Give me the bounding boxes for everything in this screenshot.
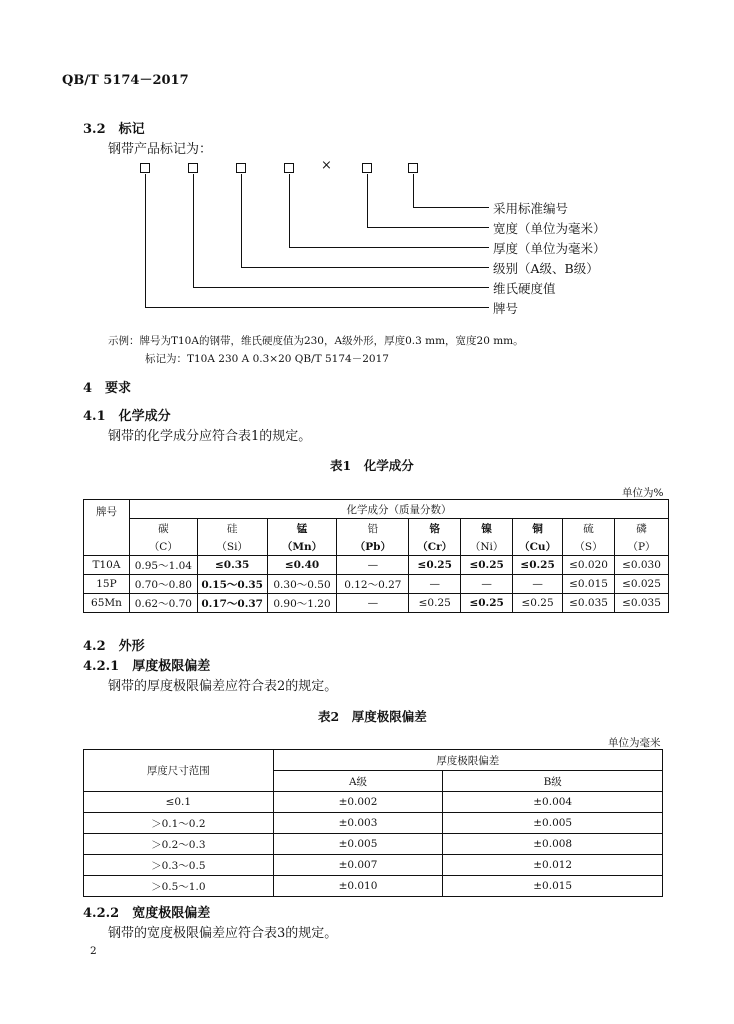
- col-symbol-ni: （Ni）: [461, 537, 513, 556]
- table-cell: ≤0.035: [614, 594, 668, 613]
- table-row: [84, 575, 669, 594]
- section-3-2-heading: 3.2 标记: [83, 122, 145, 137]
- col-b-header: B级: [443, 771, 663, 792]
- table1-unit: 单位为%: [622, 487, 664, 499]
- col-symbol-s: （S）: [563, 537, 615, 556]
- table-cell: ≤0.25: [461, 594, 513, 613]
- table-cell: ≤0.030: [614, 556, 668, 575]
- thickness-tolerance-table: [83, 749, 663, 897]
- col-symbol-cu: （Cu）: [513, 537, 563, 556]
- row-brand: 15P: [84, 575, 130, 594]
- col-symbol-mn: （Mn）: [267, 537, 337, 556]
- legend-thickness: 厚度（单位为毫米）: [493, 241, 606, 256]
- table-cell: 0.15～0.35: [197, 575, 267, 594]
- col-name-ni: 镍: [461, 519, 513, 538]
- table-cell: ≤0.25: [409, 556, 461, 575]
- range-cell: ＞0.2～0.3: [84, 834, 274, 855]
- placeholder-box-standard: [408, 163, 418, 173]
- legend-standard: 采用标准编号: [493, 201, 569, 216]
- table-cell: ≤0.25: [409, 594, 461, 613]
- table-cell: ≤0.35: [197, 556, 267, 575]
- col-name-s: 硫: [563, 519, 615, 538]
- table-cell: —: [337, 594, 409, 613]
- table-cell: 0.95～1.04: [129, 556, 197, 575]
- legend-width: 宽度（单位为毫米）: [493, 221, 606, 236]
- table-row: [84, 813, 663, 834]
- b-cell: ±0.015: [443, 876, 663, 897]
- b-cell: ±0.008: [443, 834, 663, 855]
- table-row: [84, 556, 669, 575]
- col-symbol-p: （P）: [614, 537, 668, 556]
- table-cell: ≤0.015: [563, 575, 615, 594]
- table2-unit: 单位为毫米: [608, 737, 661, 749]
- table-cell: ≤0.025: [614, 575, 668, 594]
- a-cell: ±0.010: [273, 876, 443, 897]
- marking-intro: 钢带产品标记为：: [108, 142, 213, 157]
- col-a-header: A级: [273, 771, 443, 792]
- section-4-1-text: 钢带的化学成分应符合表1的规定。: [108, 429, 312, 444]
- table-row: [84, 594, 669, 613]
- chemical-composition-table: [83, 499, 669, 613]
- col-name-cr: 铬: [409, 519, 461, 538]
- placeholder-box-brand: [140, 163, 150, 173]
- placeholder-box-width: [362, 163, 372, 173]
- table-cell: 0.62～0.70: [129, 594, 197, 613]
- legend-grade: 级别（A级、B级）: [493, 261, 599, 276]
- tolerance-group-header: 厚度极限偏差: [273, 750, 662, 771]
- table-cell: 0.30～0.50: [267, 575, 337, 594]
- table-cell: 0.90～1.20: [267, 594, 337, 613]
- example-line-2: 标记为：T10A 230 A 0.3×20 QB/T 5174－2017: [145, 353, 389, 365]
- legend-hardness: 维氏硬度值: [493, 281, 556, 296]
- table2-title: 表2 厚度极限偏差: [318, 709, 427, 724]
- a-cell: ±0.007: [273, 855, 443, 876]
- col-name-si: 硅: [197, 519, 267, 538]
- section-4-2-1-text: 钢带的厚度极限偏差应符合表2的规定。: [108, 679, 338, 694]
- brand-header: 牌号: [84, 500, 130, 556]
- col-symbol-si: （Si）: [197, 537, 267, 556]
- section-4-2-heading: 4.2 外形: [83, 639, 145, 654]
- placeholder-box-thickness: [284, 163, 294, 173]
- b-cell: ±0.004: [443, 792, 663, 813]
- col-name-pb: 铅: [337, 519, 409, 538]
- times-sign: ×: [321, 158, 332, 173]
- table-cell: ≤0.40: [267, 556, 337, 575]
- row-brand: 65Mn: [84, 594, 130, 613]
- table1-title: 表1 化学成分: [330, 458, 414, 473]
- a-cell: ±0.005: [273, 834, 443, 855]
- section-4-heading: 4 要求: [83, 381, 132, 396]
- legend-brand: 牌号: [493, 301, 519, 316]
- b-cell: ±0.005: [443, 813, 663, 834]
- table-row: [84, 876, 663, 897]
- composition-group-header: 化学成分（质量分数）: [129, 500, 668, 519]
- range-header: 厚度尺寸范围: [84, 750, 274, 792]
- table-row: [84, 834, 663, 855]
- col-name-mn: 锰: [267, 519, 337, 538]
- section-4-2-2-heading: 4.2.2 宽度极限偏差: [83, 906, 211, 921]
- table-cell: 0.70～0.80: [129, 575, 197, 594]
- table-cell: —: [461, 575, 513, 594]
- a-cell: ±0.003: [273, 813, 443, 834]
- table-cell: ≤0.25: [461, 556, 513, 575]
- range-cell: ＞0.5～1.0: [84, 876, 274, 897]
- standard-code-header: QB/T 5174－2017: [62, 73, 189, 88]
- table-cell: ≤0.020: [563, 556, 615, 575]
- col-name-c: 碳: [129, 519, 197, 538]
- table-cell: —: [513, 575, 563, 594]
- b-cell: ±0.012: [443, 855, 663, 876]
- col-name-cu: 铜: [513, 519, 563, 538]
- row-brand: T10A: [84, 556, 130, 575]
- table-row: [84, 792, 663, 813]
- placeholder-box-hardness: [188, 163, 198, 173]
- range-cell: ＞0.1～0.2: [84, 813, 274, 834]
- table-cell: 0.17～0.37: [197, 594, 267, 613]
- col-symbol-pb: （Pb）: [337, 537, 409, 556]
- a-cell: ±0.002: [273, 792, 443, 813]
- example-line-1: 示例：牌号为T10A的钢带，维氏硬度值为230，A级外形，厚度0.3 mm，宽度20 mm。: [108, 335, 524, 347]
- table-cell: ≤0.25: [513, 594, 563, 613]
- table-row: [84, 855, 663, 876]
- section-4-1-heading: 4.1 化学成分: [83, 409, 171, 424]
- col-symbol-cr: （Cr）: [409, 537, 461, 556]
- table-cell: —: [337, 556, 409, 575]
- range-cell: ≤0.1: [84, 792, 274, 813]
- page-number: 2: [90, 945, 97, 957]
- table-cell: —: [409, 575, 461, 594]
- table-cell: 0.12～0.27: [337, 575, 409, 594]
- placeholder-box-grade: [236, 163, 246, 173]
- col-symbol-c: （C）: [129, 537, 197, 556]
- section-4-2-1-heading: 4.2.1 厚度极限偏差: [83, 659, 211, 674]
- col-name-p: 磷: [614, 519, 668, 538]
- table-cell: ≤0.25: [513, 556, 563, 575]
- section-4-2-2-text: 钢带的宽度极限偏差应符合表3的规定。: [108, 926, 338, 941]
- range-cell: ＞0.3～0.5: [84, 855, 274, 876]
- table-cell: ≤0.035: [563, 594, 615, 613]
